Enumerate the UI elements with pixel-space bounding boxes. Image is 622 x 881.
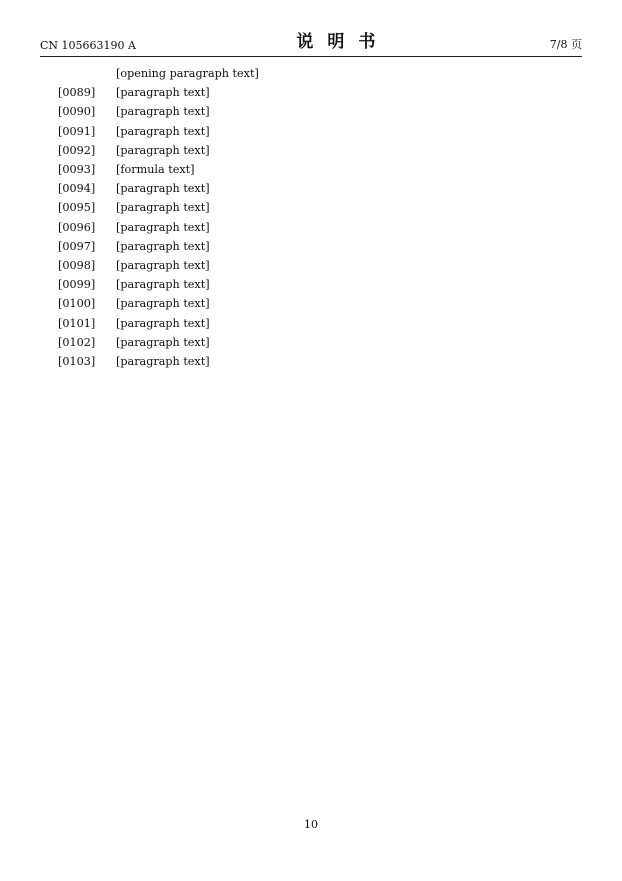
paragraph <box>58 314 570 333</box>
paragraph-text: [paragraph text] <box>116 124 210 138</box>
paragraph <box>58 179 570 198</box>
paragraph-number: [0101] <box>58 316 96 330</box>
paragraph-text: [paragraph text] <box>116 201 210 215</box>
paragraph-number: [0094] <box>58 182 96 196</box>
paragraph-text: [paragraph text] <box>116 259 210 273</box>
paragraph-text: [paragraph text] <box>116 105 210 119</box>
paragraph-text: [paragraph text] <box>116 239 210 253</box>
page-header <box>40 32 582 52</box>
paragraph-number: [0091] <box>58 124 96 138</box>
paragraph-number: [0102] <box>58 335 96 349</box>
paragraph <box>58 102 570 121</box>
paragraph <box>58 294 570 313</box>
page-number: 10 <box>304 818 318 831</box>
paragraph-text: [paragraph text] <box>116 316 210 330</box>
paragraph <box>58 333 570 352</box>
paragraph-number: [0093] <box>58 163 96 177</box>
paragraph-number: [0098] <box>58 259 96 273</box>
paragraph-text: [paragraph text] <box>116 297 210 311</box>
paragraph-text: [paragraph text] <box>116 182 210 196</box>
paragraph-number: [0089] <box>58 86 96 100</box>
paragraph-number: [0100] <box>58 297 96 311</box>
paragraph-number: [0092] <box>58 143 96 157</box>
page-indicator: 7/8 页 <box>549 38 582 51</box>
paragraph-text: [paragraph text] <box>116 278 210 292</box>
document-number: CN 105663190 A <box>40 39 136 52</box>
paragraph-text: [paragraph text] <box>116 335 210 349</box>
paragraph-number <box>58 64 116 83</box>
paragraph-number: [0090] <box>58 105 96 119</box>
header-rule <box>40 56 582 57</box>
paragraph-text: [opening paragraph text] <box>116 67 259 80</box>
paragraph-number: [0095] <box>58 201 96 215</box>
paragraph-number: [0103] <box>58 355 96 369</box>
paragraph-number: [0096] <box>58 220 96 234</box>
paragraph-text: [paragraph text] <box>116 86 210 100</box>
paragraph-text: [paragraph text] <box>116 355 210 369</box>
paragraph <box>58 198 570 217</box>
paragraph <box>58 83 570 102</box>
paragraph <box>58 122 570 141</box>
body-text <box>58 64 570 371</box>
paragraph-text: [formula text] <box>116 163 195 177</box>
page-title: 说明书 <box>296 32 390 52</box>
paragraph <box>58 141 570 160</box>
paragraph <box>58 256 570 275</box>
paragraph-text: [paragraph text] <box>116 220 210 234</box>
paragraph <box>58 275 570 294</box>
paragraph <box>58 237 570 256</box>
paragraph <box>58 160 570 179</box>
paragraph-number: [0097] <box>58 239 96 253</box>
paragraph <box>58 352 570 371</box>
paragraph <box>58 218 570 237</box>
paragraph-text: [paragraph text] <box>116 143 210 157</box>
paragraph-number: [0099] <box>58 278 96 292</box>
paragraph <box>58 64 570 83</box>
